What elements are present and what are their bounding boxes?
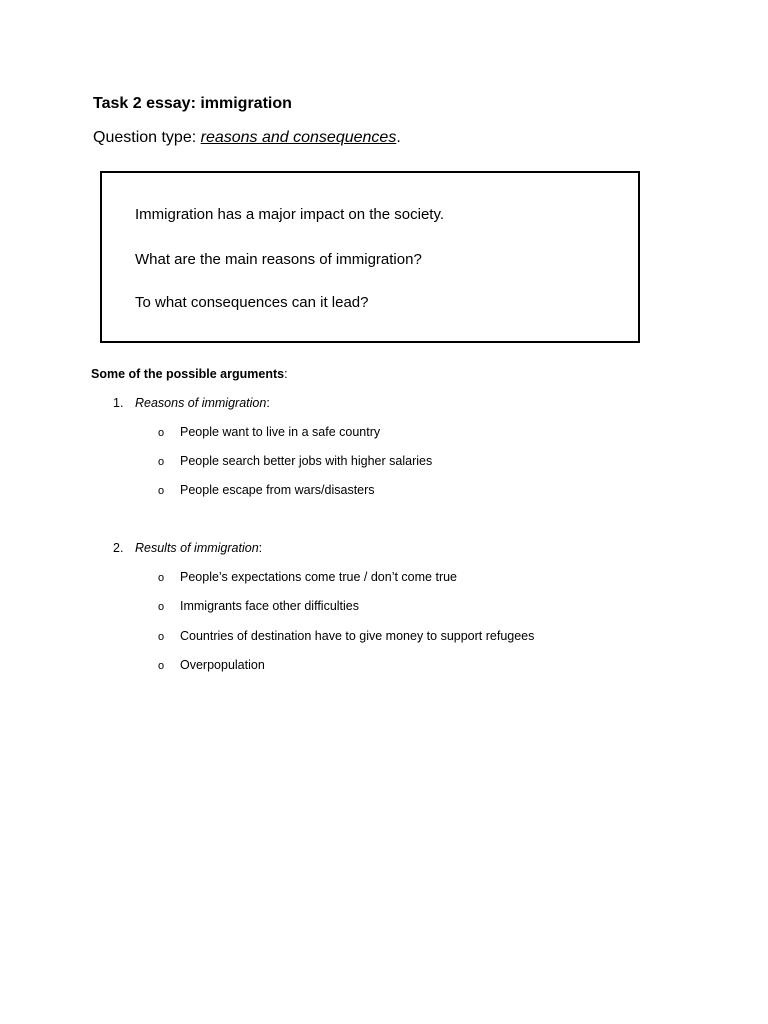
prompt-line-1: Immigration has a major impact on the society. (135, 206, 445, 223)
question-type-prefix: Question type: (93, 129, 201, 146)
section-number: 1. (113, 396, 124, 410)
arguments-heading-text: Some of the possible arguments (91, 367, 285, 381)
bullet-circle-icon: o (158, 572, 165, 584)
list-item-text: People want to live in a safe country (180, 425, 381, 439)
section-label-suffix: : (266, 396, 270, 410)
bullet-circle-icon: o (158, 660, 165, 672)
document-title: Task 2 essay: immigration (93, 95, 292, 112)
arguments-heading-suffix: : (284, 367, 288, 381)
bullet-circle-icon: o (158, 601, 165, 613)
list-item-text: Immigrants face other difficulties (180, 599, 360, 613)
section-results (113, 540, 262, 556)
question-type-value: reasons and consequences (200, 129, 397, 146)
list-item-text: Countries of destination have to give money to support refugees (180, 629, 535, 643)
section-reasons (113, 395, 270, 411)
section-number: 2. (113, 541, 124, 555)
list-item (158, 657, 265, 674)
section-label-suffix: : (258, 541, 263, 555)
section-label: Results of immigration (135, 541, 259, 555)
essay-prompt-box (100, 171, 640, 343)
prompt-line-2: What are the main reasons of immigration? (135, 251, 422, 268)
list-item (158, 424, 380, 441)
bullet-circle-icon: o (158, 456, 165, 468)
question-type-suffix: . (396, 129, 401, 146)
list-item-text: Overpopulation (180, 658, 265, 672)
prompt-line-3: To what consequences can it lead? (135, 294, 369, 311)
list-item (158, 482, 375, 499)
list-item (158, 453, 432, 470)
list-item-text: People escape from wars/disasters (180, 483, 375, 497)
list-item (158, 598, 359, 615)
arguments-heading (91, 366, 288, 382)
list-item (158, 628, 534, 645)
bullet-circle-icon: o (158, 485, 165, 497)
bullet-circle-icon: o (158, 631, 165, 643)
list-item-text: People’s expectations come true / don’t come true (180, 570, 458, 584)
section-label: Reasons of immigration (135, 396, 267, 410)
question-type (93, 127, 401, 149)
list-item-text: People search better jobs with higher salaries (180, 454, 433, 468)
bullet-circle-icon: o (158, 427, 165, 439)
list-item (158, 569, 457, 586)
